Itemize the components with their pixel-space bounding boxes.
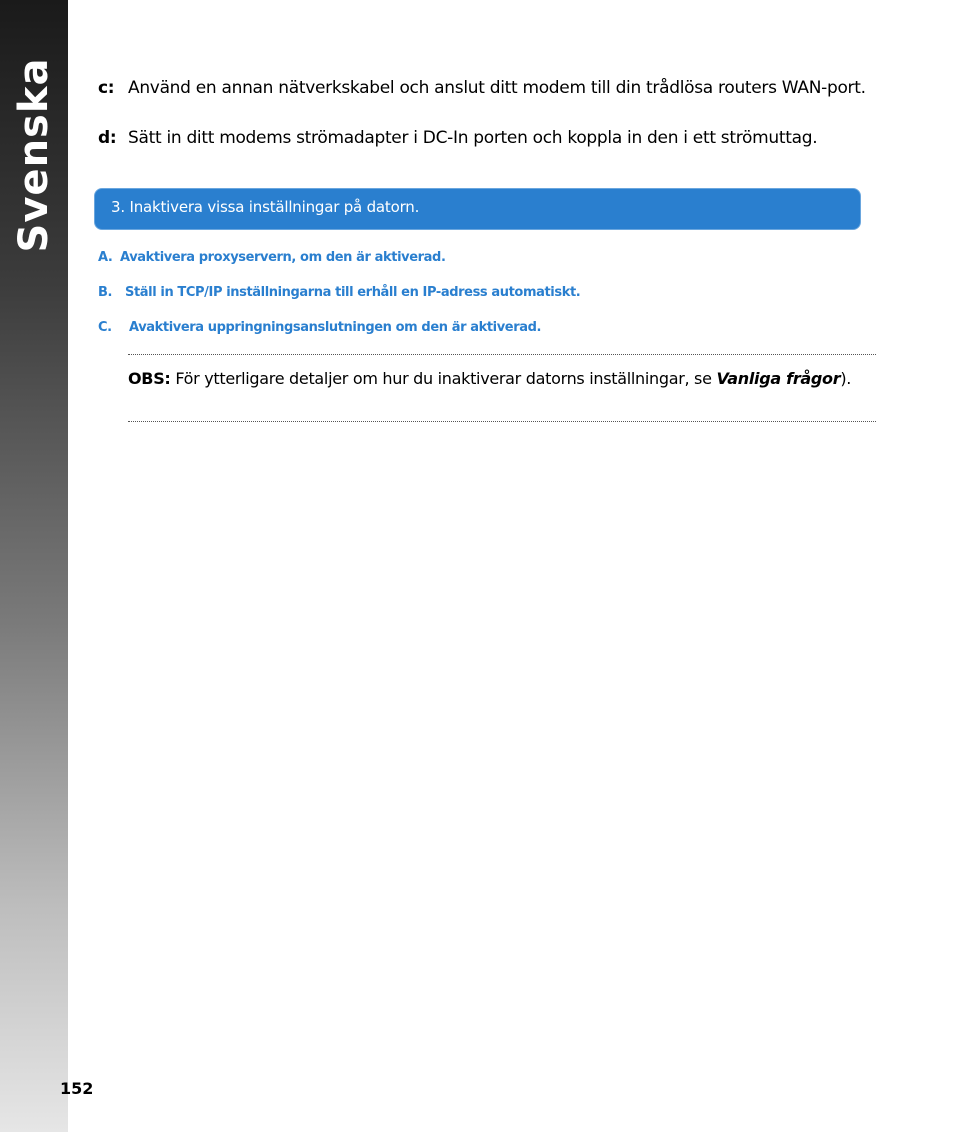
- substep-b: [98, 285, 580, 300]
- language-label: Svenska: [11, 57, 57, 253]
- substep-c-key: C.: [98, 320, 112, 335]
- note-top-divider: [128, 354, 876, 355]
- step-c: [98, 78, 868, 120]
- substep-a-key: A.: [98, 250, 113, 265]
- step-d-text: Sätt in ditt modems strömadapter i DC-In porten och koppla in den i ett strömuttag.: [128, 128, 818, 148]
- note-text: För ytterligare detaljer om hur du inaktiverar datorns inställningar, se: [170, 369, 717, 388]
- step-c-text: Använd en annan nätverkskabel och anslut ditt modem till din trådlösa routers WAN-port.: [128, 78, 866, 98]
- substep-a: [98, 250, 445, 265]
- note-label: OBS:: [128, 369, 171, 388]
- step-c-key: c:: [98, 78, 115, 98]
- section-banner-text: 3. Inaktivera vissa inställningar på datorn.: [111, 198, 420, 216]
- note-box: [128, 369, 868, 388]
- note-bottom-divider: [128, 421, 876, 422]
- substep-a-text: Avaktivera proxyservern, om den är aktiverad.: [120, 250, 446, 265]
- note-suffix: ).: [840, 369, 852, 388]
- substep-c: [98, 320, 541, 335]
- step-d: [98, 128, 868, 149]
- step-d-key: d:: [98, 128, 117, 148]
- page-number: 152: [60, 1079, 94, 1098]
- substep-b-text: Ställ in TCP/IP inställningarna till erhåll en IP-adress automatiskt.: [125, 285, 581, 300]
- substep-c-text: Avaktivera uppringningsanslutningen om den är aktiverad.: [129, 320, 542, 335]
- section-banner: [94, 188, 861, 230]
- substep-b-key: B.: [98, 285, 113, 300]
- note-reference: Vanliga frågor: [716, 369, 841, 388]
- language-side-tab: [0, 0, 68, 1132]
